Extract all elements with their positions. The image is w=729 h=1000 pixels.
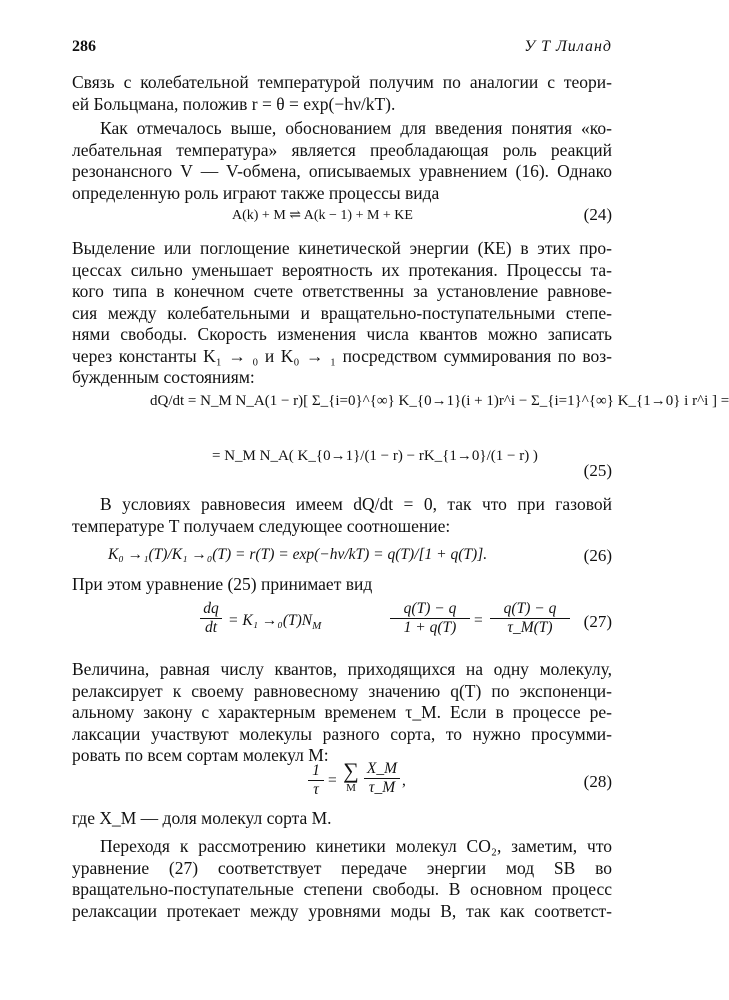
fraction-numerator: q(T) − q <box>403 600 457 617</box>
paragraph-1 <box>72 72 612 115</box>
equation-number: (24) <box>583 205 612 224</box>
text-line: нями свободы. Скорость изменения числа квантов можно записать <box>72 324 612 344</box>
fraction-denominator: τ_M(T) <box>490 618 570 637</box>
text-line: Величина, равная числу квантов, приходящихся на одну молекулу, <box>72 659 612 679</box>
text-line: сия между колебательными и вращательно-поступательными степе- <box>72 302 612 323</box>
text-line: где X_M — доля молекул сорта M. <box>72 808 332 828</box>
equation-27 <box>72 600 612 646</box>
text-line: лаксации участвуют молекулы разного сорта, то нужно просумми- <box>72 723 612 744</box>
equation-line-1: dQ/dt = N_M N_A(1 − r)[ Σ_{i=0}^{∞} K_{0→1}(i + 1)r^i − Σ_{i=1}^{∞} K_{1→0} i r^i ] = <box>150 393 729 409</box>
text-line: уравнение (27) соответствует передаче энергии мод SB во <box>72 857 612 878</box>
fraction-numerator: X_M <box>366 760 398 777</box>
text-line: кого типа в конечном счете ответственны за установление равнове- <box>72 281 612 301</box>
text-line: вращательно-поступательные степени свободы. В основном процесс <box>72 879 612 899</box>
equation-28: $\frac{1}{\tau}$ = ∑ M $\frac{X\_M}{\tau\_M}$ , (28) <box>72 760 612 808</box>
text-line: лебательная температура» является преобладающая роль реакций <box>72 139 612 160</box>
paragraph-7 <box>72 808 612 830</box>
equation-middle: = K₁ →₀(T)N <box>228 612 313 629</box>
text-line: через константы K₁ → ₀ и K₀ → ₁ посредством суммирования по воз- <box>72 345 612 366</box>
fraction-numerator: 1 <box>312 762 320 779</box>
text-line: Выделение или поглощение кинетической энергии (КЕ) в этих про- <box>72 238 612 258</box>
fraction-numerator: q(T) − q <box>503 600 557 617</box>
text-line: определенную роль играют также процессы вида <box>72 182 440 203</box>
equation-number: (25) <box>583 461 612 480</box>
text-line: ей Больцмана, положив r = θ = exp(−hν/kT). <box>72 93 396 114</box>
text-line: цессах сильно уменьшает вероятность их протекания. Процессы та- <box>72 259 612 280</box>
equation-25 <box>72 393 729 503</box>
paragraph-3 <box>72 238 612 389</box>
running-author: У Т Лиланд <box>524 38 612 55</box>
fraction-denominator: 1 + q(T) <box>390 618 470 637</box>
subscript: M <box>312 620 322 633</box>
equation-line-2: = N_M N_A( K_{0→1}/(1 − r) − rK_{1→0}/(1 − r) ) <box>212 448 538 464</box>
text-line: температуре T получаем следующее соотношение: <box>72 515 451 536</box>
fraction-denominator: dt <box>200 618 222 637</box>
equals-sign: = <box>474 612 483 629</box>
paragraph-6 <box>72 659 612 767</box>
equation-expression: K₀ →₁(T)/K₁ →₀(T) = r(T) = exp(−hν/kT) = q(T)/[1 + q(T)]. <box>108 546 488 563</box>
text-line: бужденным состояниям: <box>72 367 255 387</box>
equation-number: (27) <box>583 612 612 631</box>
paragraph-4 <box>72 494 612 537</box>
text-line: резонансного V — V-обмена, описываемых уравнением (16). Однако <box>72 161 612 181</box>
text-line: При этом уравнение (25) принимает вид <box>72 574 373 594</box>
paragraph-5 <box>72 574 612 596</box>
page-header <box>72 38 612 58</box>
text-line: Переходя к рассмотрению кинетики молекул CO₂, заметим, что <box>100 836 612 856</box>
sum-subscript: M <box>346 782 356 794</box>
text-line: Связь с колебательной температурой получим по аналогии с теори- <box>72 72 612 92</box>
text-line: Как отмечалось выше, обоснованием для введения понятия «ко- <box>100 118 612 138</box>
paragraph-8 <box>72 836 612 922</box>
page-number: 286 <box>72 38 96 55</box>
paragraph-2 <box>72 118 612 204</box>
equation-expression: A(k) + M ⇌ A(k − 1) + M + KE <box>232 208 413 223</box>
fraction-denominator: τ_M <box>364 778 400 797</box>
text-line: релаксации протекает между уровнями моды B, так как соответст- <box>72 900 612 921</box>
equation-number: (26) <box>583 546 612 565</box>
fraction-numerator: dq <box>203 600 219 617</box>
text-line: релаксирует к своему равновесному значению q(T) по экспоненци- <box>72 680 612 701</box>
text-line: ровать по всем сортам молекул M: <box>72 745 329 765</box>
text-line: В условиях равновесия имеем dQ/dt = 0, так что при газовой <box>100 494 612 514</box>
fraction-denominator: τ <box>308 780 324 799</box>
equation-number: (28) <box>583 772 612 791</box>
text-line: альному закону с характерным временем τ_M. Если в процессе ре- <box>72 702 612 722</box>
